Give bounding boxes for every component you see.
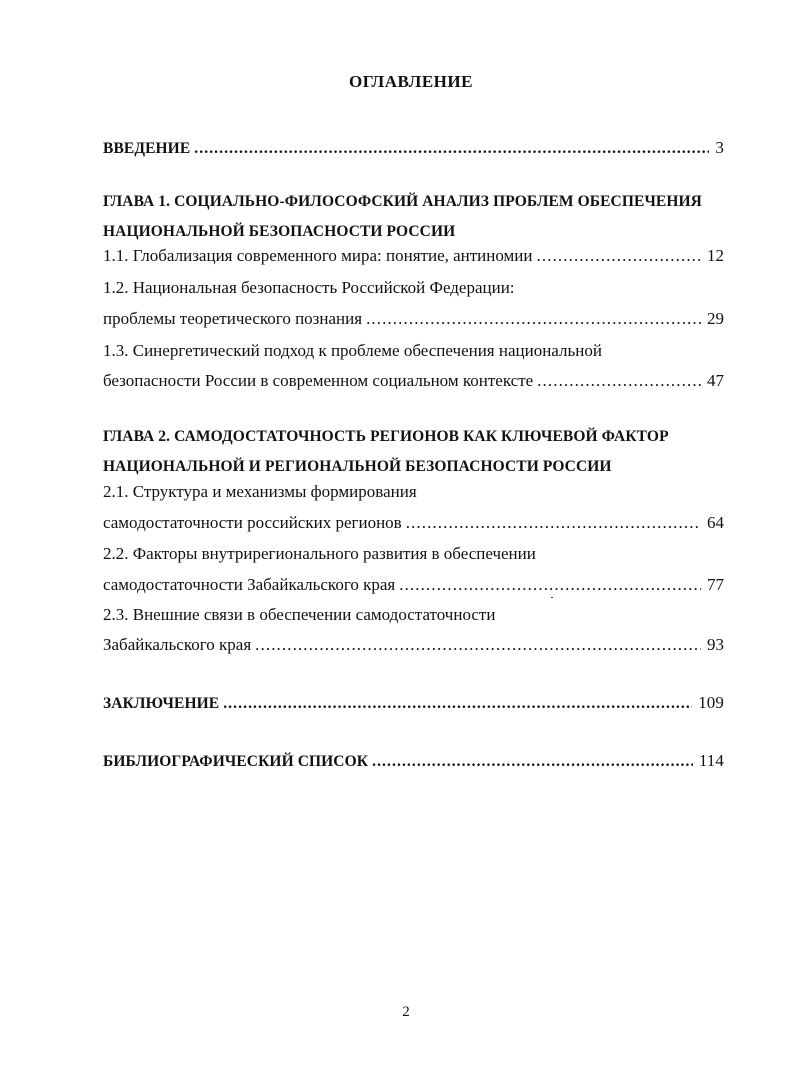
scan-speck [551,597,553,598]
toc-entry-2-3 [103,634,724,656]
page-title: ОГЛАВЛЕНИЕ [349,72,473,91]
toc-page-number: 3 [715,138,724,157]
toc-page-number: 77 [707,575,724,594]
toc-entry-bibliography [103,750,724,773]
toc-entry-label: БИБЛИОГРАФИЧЕСКИЙ СПИСОК [103,753,369,770]
toc-entry-1-2-line1: 1.2. Национальная безопасность Российской Федерации: [103,278,515,297]
toc-entry-2-3-line1: 2.3. Внешние связи в обеспечении самодостаточности [103,605,496,624]
toc-entry-introduction [103,137,724,160]
chapter-heading-line: НАЦИОНАЛЬНОЙ БЕЗОПАСНОСТИ РОССИИ [103,223,456,240]
toc-entry-label: 1.1. Глобализация современного мира: понятие, антиномии [103,246,533,265]
dot-leader [537,245,701,267]
page-number: 2 [402,1004,410,1020]
toc-page-number: 47 [707,371,724,390]
toc-entry-conclusion [103,692,724,715]
toc-entry-label: ВВЕДЕНИЕ [103,140,191,157]
chapter-1-heading [103,187,743,247]
toc-entry-1-1 [103,245,724,267]
dot-leader [399,574,701,596]
chapter-heading-line: НАЦИОНАЛЬНОЙ И РЕГИОНАЛЬНОЙ БЕЗОПАСНОСТИ РОССИИ [103,458,612,475]
toc-entry-label: ЗАКЛЮЧЕНИЕ [103,695,220,712]
toc-entry-2-2-line1: 2.2. Факторы внутрирегионального развития в обеспечении [103,544,536,563]
toc-entry-1-3 [103,370,724,392]
toc-page-number: 109 [698,693,724,712]
toc-entry-label: Забайкальского края [103,635,252,654]
toc-entry-2-1 [103,512,724,534]
chapter-2-heading [103,422,743,482]
toc-page-number: 93 [707,635,724,654]
toc-page-number: 114 [698,751,724,770]
toc-page-number: 64 [707,513,724,532]
toc-page-number: 12 [707,246,724,265]
chapter-heading-line: ГЛАВА 1. СОЦИАЛЬНО-ФИЛОСОФСКИЙ АНАЛИЗ ПРОБЛЕМ ОБЕСПЕЧЕНИЯ [103,193,702,210]
toc-page-number: 29 [707,309,724,328]
toc-entry-1-2 [103,308,724,330]
toc-entry-1-3-line1: 1.3. Синергетический подход к проблеме обеспечения национальной [103,341,602,360]
toc-entry-2-2 [103,574,724,596]
dot-leader [366,308,701,330]
chapter-heading-line: ГЛАВА 2. САМОДОСТАТОЧНОСТЬ РЕГИОНОВ КАК КЛЮЧЕВОЙ ФАКТОР [103,428,669,445]
dot-leader [255,634,701,656]
toc-entry-label: безопасности России в современном социальном контексте [103,371,534,390]
dot-leader [406,512,701,534]
dot-leader [223,693,692,715]
toc-entry-2-1-line1: 2.1. Структура и механизмы формирования [103,482,417,501]
dot-leader [537,370,701,392]
toc-entry-label: самодостаточности российских регионов [103,513,402,532]
dot-leader [372,751,693,773]
dot-leader [194,138,709,160]
toc-entry-label: проблемы теоретического познания [103,309,363,328]
toc-entry-label: самодостаточности Забайкальского края [103,575,396,594]
